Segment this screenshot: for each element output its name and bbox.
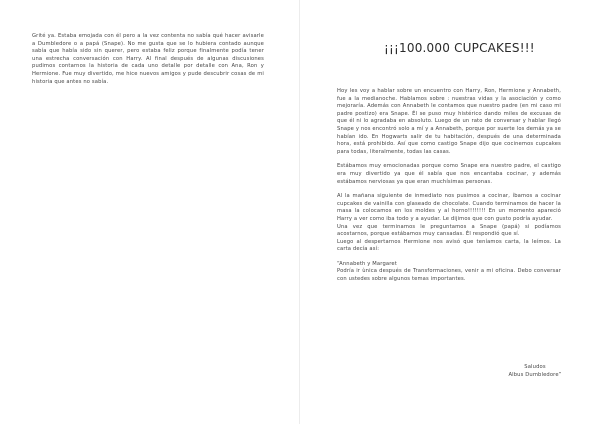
page-title: ¡¡¡100.000 CUPCAKES!!! bbox=[384, 41, 535, 55]
paragraph-cooking: Al la mañana siguiente de inmediato nos pusimos a cocinar, íbamos a cocinar cupcakes de vainilla con glaseado de chocolate. Cuando terminamos de hacer la masa la colocamos en los moldes y al horno!!!!!!!! En un momento apareció Harry a ver como iba todo y a ayudar. Le dijimos que con gusto podría ayudar. Una vez que terminamos le preguntamos a Snape (papá) si podíamos acostarnos, porque estábamos muy cansadas. Él respondió que sí. Luego al despertarnos Hermione nos avisó que teníamos carta, la leímos. La carta decía así: bbox=[337, 193, 561, 253]
right-page-body bbox=[337, 88, 561, 284]
paragraph-letter: “Annabeth y Margaret Podría ir ùnica después de Transformaciones, venir a mi oficina. Debo conversar con ustedes sobre algunos temas importantes. bbox=[337, 260, 561, 283]
letter-sign-off: Saludos Albus Dumbledore” bbox=[508, 364, 562, 378]
paragraph-excited: Estábamos muy emocionadas porque como Snape era nuestro padre, el castigo era muy divertido ya que él sabía que nos encantaba cocinar, y además estábamos nerviosas ya que eran muchísimas personas. bbox=[337, 163, 561, 185]
paragraph-meeting: Hoy les voy a hablar sobre un encuentro con Harry, Ron, Hermione y Annabeth, fue a la medianoche. Hablamos sobre : nuestras vidas y la asociación y como mejoraría. Además con Annabeth le contamos que nuestro padre (en mi caso mi padre postizo) era Snape. Él se puso muy histérico dando miles de excusas de que él ni lo agradaba en absoluto. Luego de un rato de conversar y hablar llegó Snape y nos encontró solo a mí y a Annabeth, porque por suerte los demás ya se habían ido. En Hogwarts salir de tu habitación, después de una determinada hora, está prohibido. Así que como castigo Snape dijo que cocinemos cupcakes para todas, literalmente, todas las casas. bbox=[337, 88, 561, 155]
left-page-paragraph: Grité ya. Estaba emojada con él pero a la vez contenta no sabía qué hacer avisarle a Dumbledore o a papá (Snape). No me gusta que se lo hubiera contado aunque sabía que había sido sin querer, pero estaba feliz porque finalmente podía tener una estrecha conversación con Harry. Al final después de algunas discusiones pudimos contarnos la historia de cada uno detalle por detalle con Ana, Ron y Hermione. Fue muy divertido, me hice nuevos amigos y pude descubrir cosas de mi historia que antes no sabía. bbox=[32, 33, 264, 85]
